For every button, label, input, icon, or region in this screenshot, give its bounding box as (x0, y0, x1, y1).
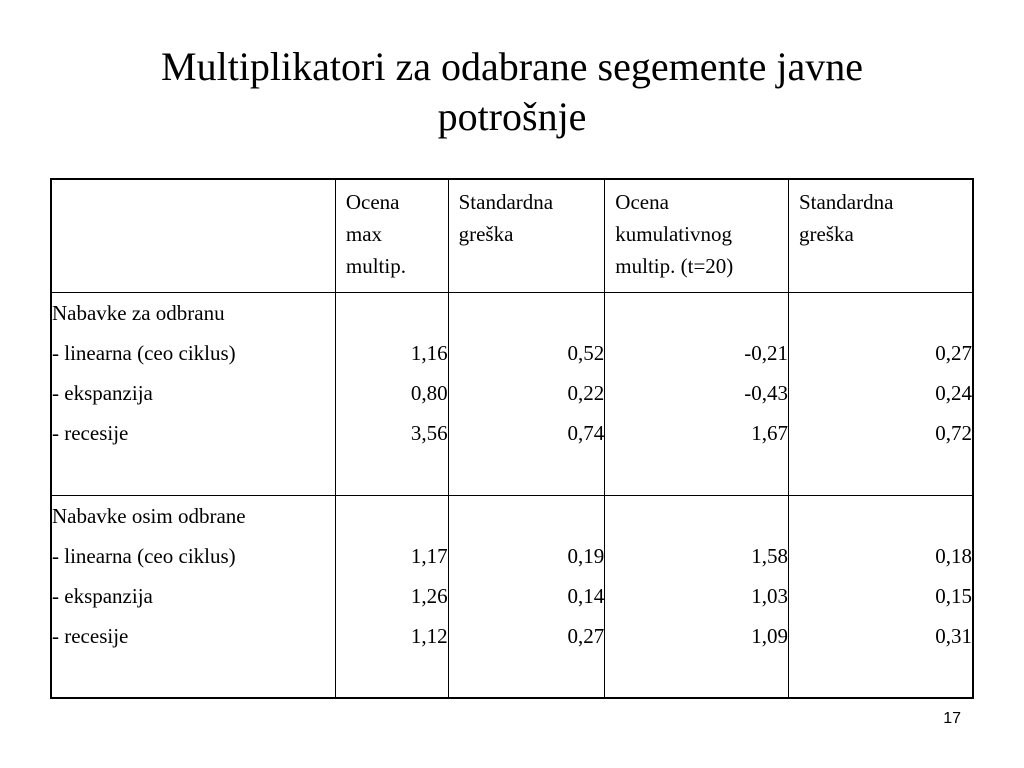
table-value: 0,74 (567, 421, 605, 445)
slide-title-line-2: potrošnje (437, 94, 587, 139)
header-text: kumulativnog (615, 222, 732, 246)
table-group-defense (51, 293, 973, 496)
table-value: 1,12 (410, 623, 448, 648)
table-value: -0,21 (744, 341, 788, 365)
table-value: 1,03 (751, 583, 788, 608)
table-value: 0,18 (935, 543, 972, 568)
header-cell-std-error-2 (788, 179, 973, 293)
row-label: - recesije (52, 421, 129, 445)
table-value: 0,15 (935, 583, 972, 608)
table-value: 1,16 (410, 341, 448, 365)
row-label: - linearna (ceo ciklus) (52, 543, 236, 568)
table-value: 1,26 (410, 583, 448, 608)
header-text: multip. (345, 254, 406, 278)
table-value: 1,67 (751, 421, 788, 445)
header-text: Ocena (615, 190, 669, 214)
table-value: 0,19 (567, 543, 605, 568)
row-label: - ekspanzija (52, 381, 153, 405)
row-label: - linearna (ceo ciklus) (52, 341, 236, 365)
table-value: 0,14 (567, 583, 605, 608)
header-empty-cell (51, 179, 335, 293)
slide-title-line-1: Multiplikatori za odabrane segemente javne (161, 44, 863, 89)
table-group-non-defense (51, 495, 973, 698)
values-cell-std-error-2 (788, 495, 973, 698)
values-cell-cumulative-estimate (605, 293, 789, 496)
multiplier-table (50, 178, 974, 699)
header-text: greška (798, 222, 854, 246)
row-label: - ekspanzija (52, 583, 153, 608)
table-value: 1,17 (410, 543, 448, 568)
group-name: Nabavke za odbranu (52, 301, 225, 325)
header-text: Standardna (458, 190, 554, 214)
table-value: 0,80 (410, 381, 448, 405)
table-value: 0,31 (935, 623, 972, 648)
table-value: 0,22 (567, 381, 605, 405)
table-value: 0,72 (935, 421, 972, 445)
header-text: max (345, 222, 383, 246)
values-cell-std-error-1 (448, 495, 605, 698)
slide-title (40, 42, 984, 142)
group-name: Nabavke osim odbrane (52, 503, 246, 528)
table-value: 0,52 (567, 341, 605, 365)
header-text: greška (458, 222, 514, 246)
row-label: - recesije (52, 623, 129, 648)
header-text: Ocena (345, 190, 400, 214)
header-text: Standardna (798, 190, 894, 214)
values-cell-std-error-1 (448, 293, 605, 496)
header-text: multip. (t=20) (615, 254, 734, 278)
table-value: 0,27 (567, 623, 605, 648)
table-value: 0,24 (935, 381, 972, 405)
values-cell-std-error-2 (788, 293, 973, 496)
page-number: 17 (943, 710, 961, 727)
values-cell-max-estimate (335, 293, 448, 496)
values-cell-max-estimate (335, 495, 448, 698)
table-value: 1,58 (751, 543, 788, 568)
header-cell-max-estimate (335, 179, 448, 293)
table-value: 0,27 (935, 341, 972, 365)
row-labels-cell (51, 495, 335, 698)
table-value: 1,09 (751, 623, 788, 648)
values-cell-cumulative-estimate (605, 495, 789, 698)
table-value: -0,43 (744, 381, 788, 405)
row-labels-cell (51, 293, 335, 496)
table-value: 3,56 (410, 421, 448, 445)
table-header-row (51, 179, 973, 293)
header-cell-cumulative-estimate (605, 179, 789, 293)
header-cell-std-error-1 (448, 179, 605, 293)
